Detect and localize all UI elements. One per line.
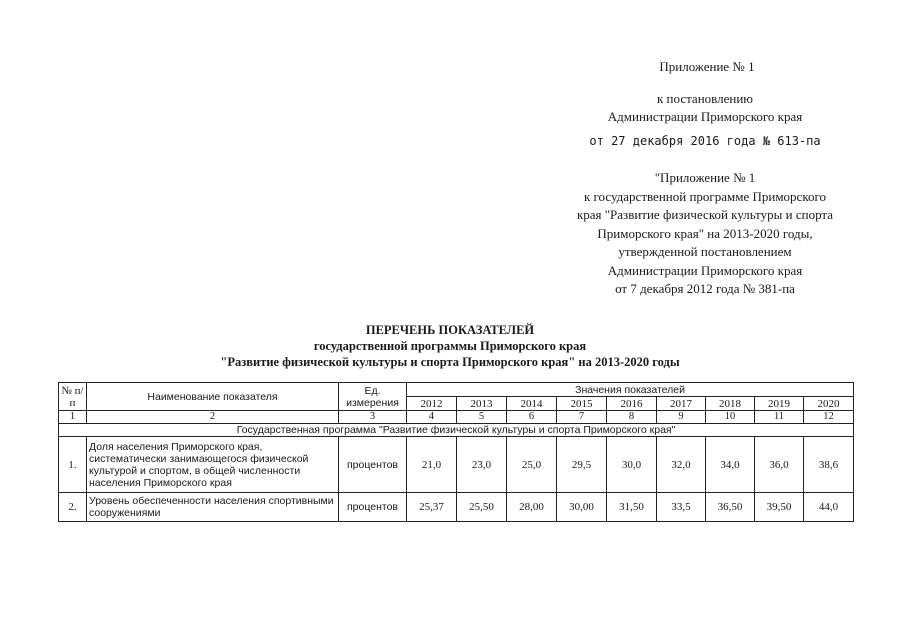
index-cell: 1 [59, 411, 87, 424]
table-row [59, 493, 854, 522]
index-cell: 5 [457, 411, 507, 424]
quote-block [540, 169, 870, 299]
program-row: Государственная программа "Развитие физической культуры и спорта Приморского края" [59, 424, 854, 437]
quote-line: к государственной программе Приморского [583, 188, 826, 204]
row-value: 30,00 [557, 493, 607, 522]
col-header-name: Наименование показателя [87, 383, 339, 411]
indicators-table [58, 382, 854, 522]
row-unit: процентов [339, 493, 407, 522]
index-cell: 6 [507, 411, 557, 424]
index-cell: 8 [607, 411, 657, 424]
row-name: Доля населения Приморского края, систематически занимающегося физической культурой и спортом, в общей численности населения Приморского края [87, 437, 339, 493]
list-heading-subtitle: государственной программы Приморского края [313, 339, 587, 353]
row-value: 36,0 [755, 437, 804, 493]
col-header-unit: Ед. измерения [339, 383, 407, 411]
col-header-values: Значения показателей [407, 383, 854, 397]
row-value: 23,0 [457, 437, 507, 493]
row-value: 25,50 [457, 493, 507, 522]
year-header: 2013 [457, 397, 507, 411]
list-heading-program: "Развитие физической культуры и спорта Приморского края" на 2013-2020 годы [220, 355, 680, 369]
index-cell: 2 [87, 411, 339, 424]
index-cell: 12 [804, 411, 854, 424]
index-cell: 4 [407, 411, 457, 424]
to-resolution-text: к постановлению [656, 91, 754, 106]
appendix-title: Приложение № 1 [659, 59, 755, 74]
table-row [59, 437, 854, 493]
quote-line: Администрации Приморского края [607, 262, 803, 278]
year-header: 2014 [507, 397, 557, 411]
list-heading [200, 322, 700, 370]
index-cell: 9 [657, 411, 706, 424]
row-value: 36,50 [706, 493, 755, 522]
year-header: 2020 [804, 397, 854, 411]
row-name: Уровень обеспеченности населения спортивными сооружениями [87, 493, 339, 522]
col-header-num: № п/п [59, 383, 87, 411]
row-value: 32,0 [657, 437, 706, 493]
list-heading-title: ПЕРЕЧЕНЬ ПОКАЗАТЕЛЕЙ [365, 323, 535, 337]
row-value: 21,0 [407, 437, 457, 493]
quote-line: Приморского края" на 2013-2020 годы, [597, 225, 813, 241]
row-value: 38,6 [804, 437, 854, 493]
year-header: 2012 [407, 397, 457, 411]
row-num: 2. [59, 493, 87, 522]
year-header: 2019 [755, 397, 804, 411]
index-cell: 10 [706, 411, 755, 424]
row-value: 31,50 [607, 493, 657, 522]
resolution-date: от 27 декабря 2016 года № 613-па [589, 134, 821, 148]
row-value: 30,0 [607, 437, 657, 493]
row-value: 25,0 [507, 437, 557, 493]
quote-line: "Приложение № 1 [654, 170, 756, 185]
row-value: 39,50 [755, 493, 804, 522]
year-header: 2016 [607, 397, 657, 411]
row-value: 34,0 [706, 437, 755, 493]
row-unit: процентов [339, 437, 407, 493]
year-header: 2018 [706, 397, 755, 411]
row-value: 33,5 [657, 493, 706, 522]
index-cell: 3 [339, 411, 407, 424]
year-header: 2015 [557, 397, 607, 411]
quote-line: от 7 декабря 2012 года № 381-па [615, 281, 795, 296]
quote-line: утвержденной постановлением [618, 244, 792, 259]
row-value: 28,00 [507, 493, 557, 522]
row-value: 44,0 [804, 493, 854, 522]
year-header: 2017 [657, 397, 706, 411]
index-cell: 11 [755, 411, 804, 424]
row-num: 1. [59, 437, 87, 493]
quote-line: края "Развитие физической культуры и спорта [576, 207, 834, 222]
index-cell: 7 [557, 411, 607, 424]
admin-name: Администрации Приморского края [607, 109, 803, 124]
row-value: 29,5 [557, 437, 607, 493]
row-value: 25,37 [407, 493, 457, 522]
